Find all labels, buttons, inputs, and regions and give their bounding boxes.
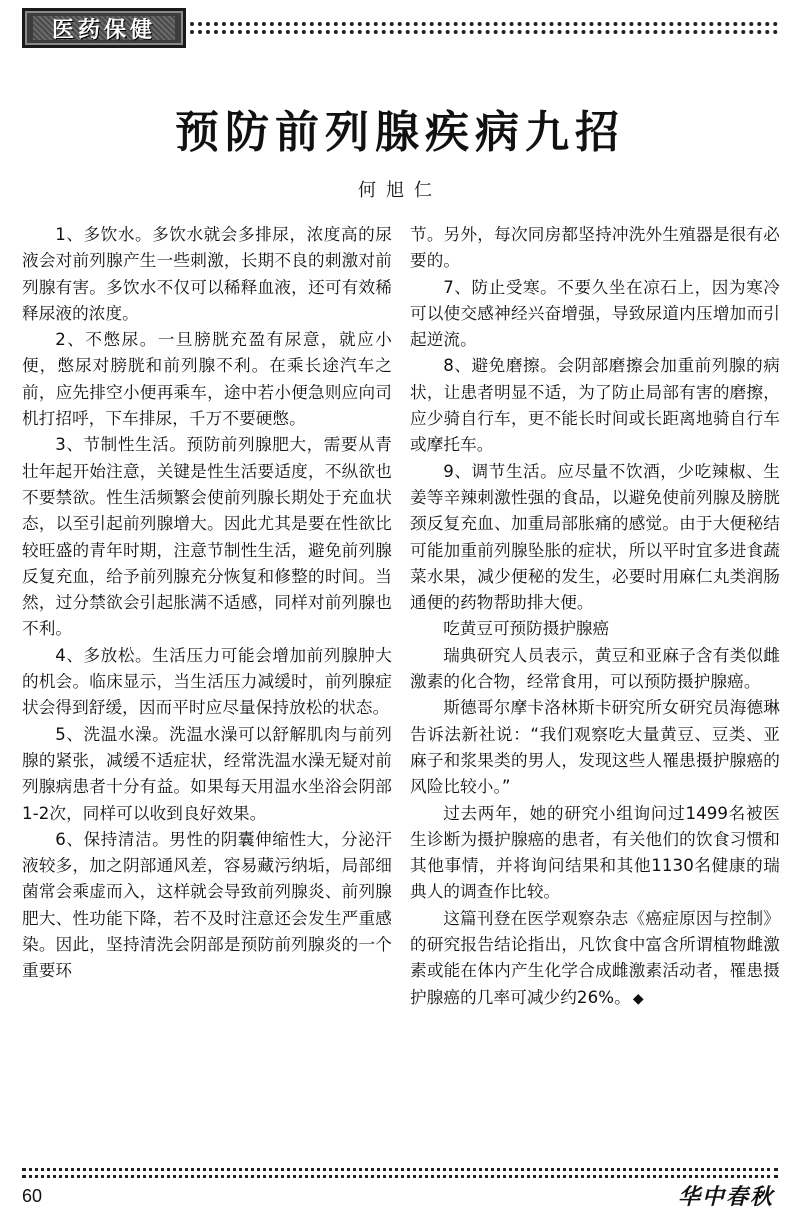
footer-rule-bottom: [22, 1175, 778, 1178]
section-tag-panel: [33, 16, 175, 43]
right-column: [410, 222, 780, 1152]
paragraph-last: [410, 906, 780, 1012]
section-tag: [22, 8, 186, 48]
paragraph: 2、不憋尿。一旦膀胱充盈有尿意，就应小便，憋尿对膀胱和前列腺不利。在乘长途汽车之前，应先排空小便再乘车，途中若小便急则应向司机打招呼，下车排尿，千万不要硬憋。: [22, 330, 392, 429]
paragraph: 过去两年，她的研究小组询问过1499名被医生诊断为摄护腺癌的患者，有关他们的饮食习惯和其他事情，并将询问结果和其他1130名健康的瑞典人的调查作比较。: [410, 803, 780, 902]
paragraph: 斯德哥尔摩卡洛林斯卡研究所女研究员海德琳告诉法新社说：“我们观察吃大量黄豆、豆类、亚麻子和浆果类的男人，发现这些人罹患摄护腺癌的风险比较小。”: [410, 698, 780, 797]
header-rule-bottom: [182, 30, 778, 34]
paragraph: 瑞典研究人员表示，黄豆和亚麻子含有类似雌激素的化合物，经常食用，可以预防摄护腺癌。: [410, 645, 780, 692]
paragraph: 5、洗温水澡。洗温水澡可以舒解肌肉与前列腺的紧张，减缓不适症状，经常洗温水澡无疑对前列腺病患者十分有益。如果每天用温水坐浴会阴部1-2次，同样可以收到良好效果。: [22, 724, 392, 823]
article-author: 何旭仁: [358, 180, 442, 201]
header-rule-top: [182, 22, 778, 26]
end-mark-icon: ◆: [632, 990, 644, 1007]
paragraph: 3、节制性生活。预防前列腺肥大，需要从青壮年起开始注意，关键是性生活要适度，不纵欲也不要禁欲。性生活频繁会使前列腺长期处于充血状态，以至引起前列腺增大。因此尤其是要在性欲比较旺盛的青年时期，注意节制性生活，避免前列腺反复充血，给予前列腺充分恢复和修整的时间。当然，过分禁欲会引起胀满不适感，同样对前列腺也不利。: [22, 435, 392, 639]
paragraph-text: 这篇刊登在医学观察杂志《癌症原因与控制》的研究报告结论指出，凡饮食中富含所谓植物雌激素或能在体内产生化学合成雌激素活动者，罹患摄护腺癌的几率可减少约26%。: [410, 908, 780, 1007]
paragraph: 9、调节生活。应尽量不饮酒，少吃辣椒、生姜等辛辣刺激性强的食品，以避免使前列腺及膀胱颈反复充血、加重局部胀痛的感觉。由于大便秘结可能加重前列腺坠胀的症状，所以平时宜多进食蔬菜水果，减少便秘的发生，必要时用麻仁丸类润肠通便的药物帮助排大便。: [410, 461, 780, 613]
paragraph-continuation: 节。另外，每次同房都坚持冲洗外生殖器是很有必要的。: [410, 225, 780, 271]
paragraph: 8、避免磨擦。会阴部磨擦会加重前列腺的病状，让患者明显不适，为了防止局部有害的磨擦，应少骑自行车，更不能长时间或长距离地骑自行车或摩托车。: [410, 356, 780, 455]
footer-rule-top: [22, 1168, 778, 1171]
page-number: 60: [22, 1186, 43, 1206]
publication-logo: 华中春秋: [677, 1184, 774, 1210]
paragraph: 7、防止受寒。不要久坐在凉石上，因为寒冷可以使交感神经兴奋增强，导致尿道内压增加而引起逆流。: [410, 277, 780, 350]
section-tag-label: 医药保健: [51, 17, 156, 43]
paragraph: 6、保持清洁。男性的阴囊伸缩性大，分泌汗液较多，加之阴部通风差，容易藏污纳垢，局部细菌常会乘虚而入，这样就会导致前列腺炎、前列腺肥大、性功能下降，若不及时注意还会发生严重感染。因此，坚持清洗会阴部是预防前列腺炎的一个重要环: [22, 829, 392, 981]
left-column: [22, 222, 392, 1152]
paragraph: 1、多饮水。多饮水就会多排尿，浓度高的尿液会对前列腺产生一些刺激，长期不良的刺激对前列腺有害。多饮水不仅可以稀释血液，还可有效稀释尿液的浓度。: [22, 225, 392, 323]
article-title: 预防前列腺疾病九招: [175, 107, 625, 158]
paragraph: 4、多放松。生活压力可能会增加前列腺肿大的机会。临床显示，当生活压力减缓时，前列腺症状会得到舒缓，因而平时应尽量保持放松的状态。: [22, 645, 392, 718]
sub-heading: 吃黄豆可预防摄护腺癌: [443, 619, 610, 639]
